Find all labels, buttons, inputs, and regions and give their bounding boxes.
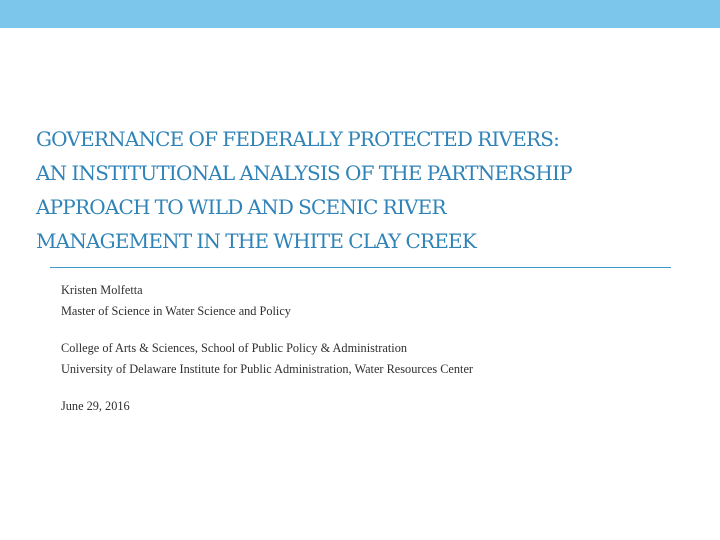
title-line: GOVERNANCE OF FEDERALLY PROTECTED RIVERS: — [36, 127, 560, 151]
presenter-details — [61, 280, 681, 417]
title-divider — [50, 267, 671, 268]
presentation-date: June 29, 2016 — [61, 399, 130, 413]
affiliation-university: University of Delaware Institute for Public Administration, Water Resources Center — [61, 362, 473, 376]
slide-title — [36, 122, 696, 258]
author-degree: Master of Science in Water Science and Policy — [61, 304, 291, 318]
spacer — [61, 380, 681, 396]
title-line: APPROACH TO WILD AND SCENIC RIVER — [36, 195, 446, 219]
title-line: MANAGEMENT IN THE WHITE CLAY CREEK — [36, 229, 476, 253]
author-name: Kristen Molfetta — [61, 283, 143, 297]
title-line: AN INSTITUTIONAL ANALYSIS OF THE PARTNERSHIP — [36, 161, 572, 185]
header-band — [0, 0, 720, 28]
affiliation-college: College of Arts & Sciences, School of Public Policy & Administration — [61, 341, 407, 355]
spacer — [61, 322, 681, 338]
